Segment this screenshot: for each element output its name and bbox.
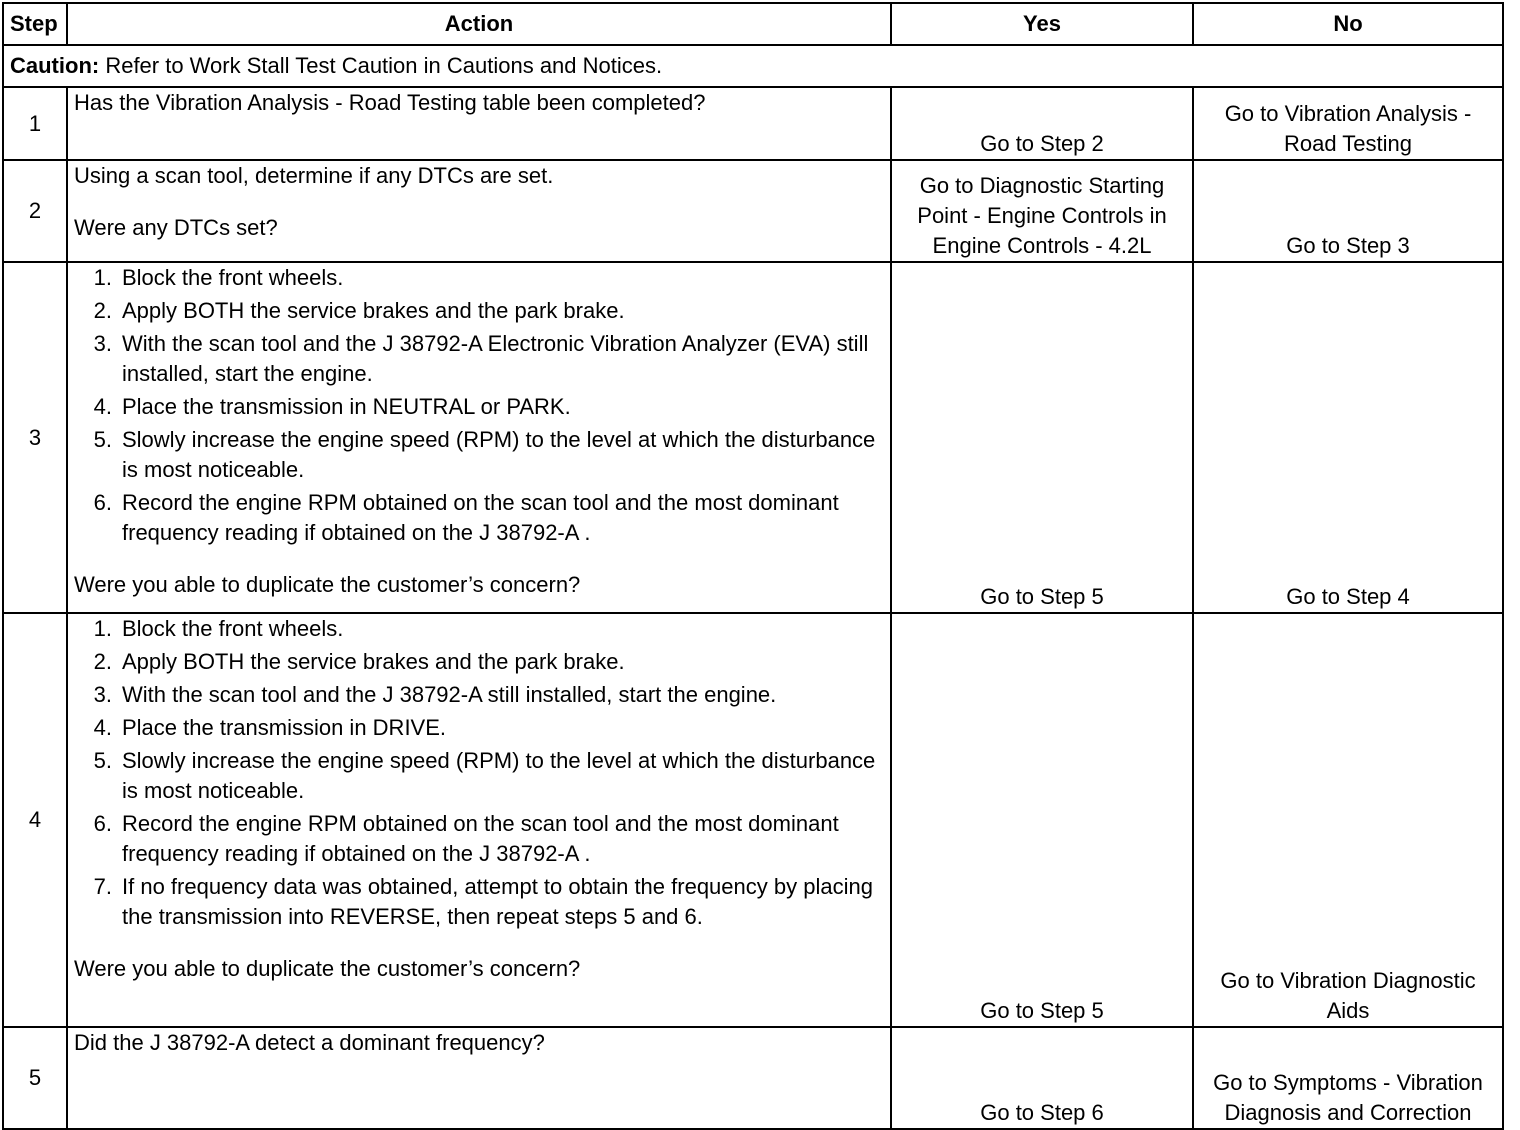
list-item-text: If no frequency data was obtained, attempt to obtain the frequency by placing the transmission into REVERSE, then repeat steps 5 and 6. xyxy=(122,874,873,929)
list-item xyxy=(74,425,884,485)
no-cell[interactable]: Go to Step 4 xyxy=(1193,262,1503,613)
list-item xyxy=(74,296,884,326)
list-item-text: Slowly increase the engine speed (RPM) to the level at which the disturbance is most noticeable. xyxy=(122,427,876,482)
no-cell[interactable]: Go to Vibration Diagnostic Aids xyxy=(1193,613,1503,1027)
list-item-text: Place the transmission in DRIVE. xyxy=(122,715,447,740)
step-number: 5 xyxy=(3,1027,67,1129)
diagnostic-table xyxy=(2,2,1504,1130)
action-text: Did the J 38792-A detect a dominant frequency? xyxy=(74,1030,545,1055)
table-row xyxy=(3,160,1503,262)
list-number: 2. xyxy=(93,298,112,323)
list-item xyxy=(74,614,884,644)
yes-cell[interactable]: Go to Step 5 xyxy=(891,613,1193,1027)
yes-cell[interactable]: Go to Step 2 xyxy=(891,87,1193,160)
step-number: 4 xyxy=(3,613,67,1027)
procedure-list xyxy=(74,614,884,932)
action-cell xyxy=(67,87,891,160)
caution-text: Refer to Work Stall Test Caution in Cautions and Notices. xyxy=(99,53,663,78)
list-item xyxy=(74,809,884,869)
list-number: 5. xyxy=(93,427,112,452)
list-item-text: Block the front wheels. xyxy=(122,265,344,290)
list-number: 7. xyxy=(93,874,112,899)
list-number: 5. xyxy=(93,748,112,773)
list-number: 4. xyxy=(93,715,112,740)
list-number: 6. xyxy=(93,490,112,515)
action-cell xyxy=(67,1027,891,1129)
list-number: 6. xyxy=(93,811,112,836)
procedure-list xyxy=(74,263,884,548)
action-cell xyxy=(67,160,891,262)
list-item-text: Apply BOTH the service brakes and the park brake. xyxy=(122,298,625,323)
list-item-text: With the scan tool and the J 38792-A still installed, start the engine. xyxy=(122,682,777,707)
table-row xyxy=(3,262,1503,613)
list-item-text: Place the transmission in NEUTRAL or PARK. xyxy=(122,394,571,419)
list-item xyxy=(74,263,884,293)
action-text: Has the Vibration Analysis - Road Testing table been completed? xyxy=(74,90,706,115)
step-number: 3 xyxy=(3,262,67,613)
table-row xyxy=(3,87,1503,160)
list-item-text: Apply BOTH the service brakes and the park brake. xyxy=(122,649,625,674)
step-number: 1 xyxy=(3,87,67,160)
list-item xyxy=(74,872,884,932)
step-number: 2 xyxy=(3,160,67,262)
action-cell xyxy=(67,613,891,1027)
no-cell[interactable]: Go to Vibration Analysis - Road Testing xyxy=(1193,87,1503,160)
list-item-text: Slowly increase the engine speed (RPM) to the level at which the disturbance is most noticeable. xyxy=(122,748,876,803)
list-item xyxy=(74,392,884,422)
list-item-text: Record the engine RPM obtained on the scan tool and the most dominant frequency reading if obtained on the J 38792-A . xyxy=(122,811,839,866)
table-row xyxy=(3,1027,1503,1129)
yes-cell[interactable]: Go to Step 5 xyxy=(891,262,1193,613)
action-question: Were you able to duplicate the customer’s concern? xyxy=(74,572,581,597)
caution-label: Caution: xyxy=(10,53,100,78)
action-question: Were you able to duplicate the customer’s concern? xyxy=(74,956,581,981)
list-number: 3. xyxy=(93,331,112,356)
list-item xyxy=(74,329,884,389)
header-action: Action xyxy=(67,3,891,45)
list-number: 1. xyxy=(93,265,112,290)
list-number: 2. xyxy=(93,649,112,674)
action-cell xyxy=(67,262,891,613)
list-number: 4. xyxy=(93,394,112,419)
list-item-text: With the scan tool and the J 38792-A Electronic Vibration Analyzer (EVA) still installed, start the engine. xyxy=(122,331,869,386)
no-cell[interactable]: Go to Symptoms - Vibration Diagnosis and Correction xyxy=(1193,1027,1503,1129)
caution-cell xyxy=(3,45,1503,87)
list-number: 3. xyxy=(93,682,112,707)
caution-row xyxy=(3,45,1503,87)
action-question: Were any DTCs set? xyxy=(74,215,278,240)
yes-cell[interactable]: Go to Diagnostic Starting Point - Engine Controls in Engine Controls - 4.2L xyxy=(891,160,1193,262)
list-item xyxy=(74,647,884,677)
no-cell[interactable]: Go to Step 3 xyxy=(1193,160,1503,262)
list-item xyxy=(74,488,884,548)
header-row xyxy=(3,3,1503,45)
action-text: Using a scan tool, determine if any DTCs are set. xyxy=(74,163,554,188)
yes-cell[interactable]: Go to Step 6 xyxy=(891,1027,1193,1129)
header-no: No xyxy=(1193,3,1503,45)
list-item xyxy=(74,680,884,710)
list-item-text: Record the engine RPM obtained on the scan tool and the most dominant frequency reading if obtained on the J 38792-A . xyxy=(122,490,839,545)
table-row xyxy=(3,613,1503,1027)
list-number: 1. xyxy=(93,616,112,641)
list-item xyxy=(74,713,884,743)
list-item-text: Block the front wheels. xyxy=(122,616,344,641)
header-step: Step xyxy=(3,3,67,45)
list-item xyxy=(74,746,884,806)
header-yes: Yes xyxy=(891,3,1193,45)
